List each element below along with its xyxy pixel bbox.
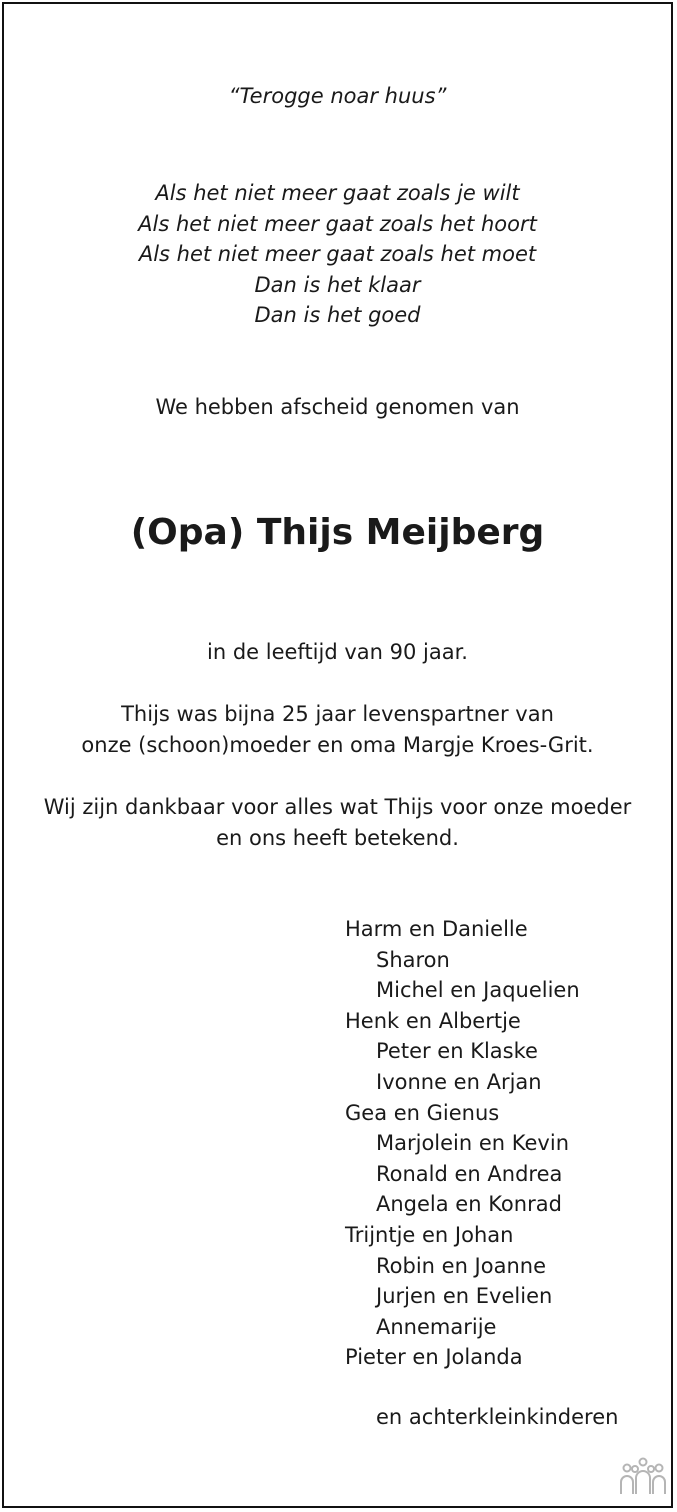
family-member: Peter en Klaske — [376, 1039, 538, 1064]
family-member: Annemarije — [376, 1314, 497, 1339]
poem-line: Dan is het goed — [254, 303, 421, 327]
family-member: Jurjen en Evelien — [376, 1284, 553, 1309]
deceased-name: (Opa) Thijs Meijberg — [130, 512, 545, 553]
poem — [4, 178, 671, 331]
partner-line: Thijs was bijna 25 jaar levenspartner van — [121, 702, 554, 726]
poem-line: Dan is het klaar — [254, 272, 421, 297]
family-list — [345, 914, 580, 1373]
motto-quote: “Terogge noar huus” — [228, 84, 447, 108]
poem-line: Als het niet meer gaat zoals het moet — [138, 242, 537, 266]
family-member: Henk en Albertje — [345, 1008, 521, 1033]
obituary-card — [2, 2, 673, 1508]
family-member: Ivonne en Arjan — [376, 1069, 542, 1094]
poem-line: Als het niet meer gaat zoals het hoort — [138, 211, 537, 236]
family-member: Sharon — [376, 947, 450, 972]
intro-text: We hebben afscheid genomen van — [155, 395, 520, 419]
thanks-line: Wij zijn dankbaar voor alles wat Thijs voor onze moeder — [43, 795, 632, 819]
family-member: Robin en Joanne — [376, 1253, 546, 1278]
family-member: Gea en Gienus — [345, 1100, 500, 1125]
partner-line: onze (schoon)moeder en oma Margje Kroes-Grit. — [81, 733, 594, 757]
thanks-line: en ons heeft betekend. — [216, 826, 459, 850]
family-member: Trijntje en Johan — [345, 1222, 514, 1247]
family-member: Angela en Konrad — [376, 1192, 562, 1217]
family-member: Marjolein en Kevin — [376, 1131, 569, 1156]
family-member: Ronald en Andrea — [376, 1161, 563, 1186]
age-text: in de leeftijd van 90 jaar. — [207, 640, 468, 664]
people-group-icon — [618, 1456, 668, 1496]
partner-text — [4, 699, 671, 761]
family-member: Michel en Jaquelien — [376, 978, 580, 1003]
family-member: Pieter en Jolanda — [345, 1345, 523, 1370]
footer-text: en achterkleinkinderen — [376, 1405, 619, 1429]
poem-line: Als het niet meer gaat zoals je wilt — [155, 181, 520, 205]
family-member: Harm en Danielle — [345, 917, 528, 941]
thanks-text — [4, 792, 671, 854]
